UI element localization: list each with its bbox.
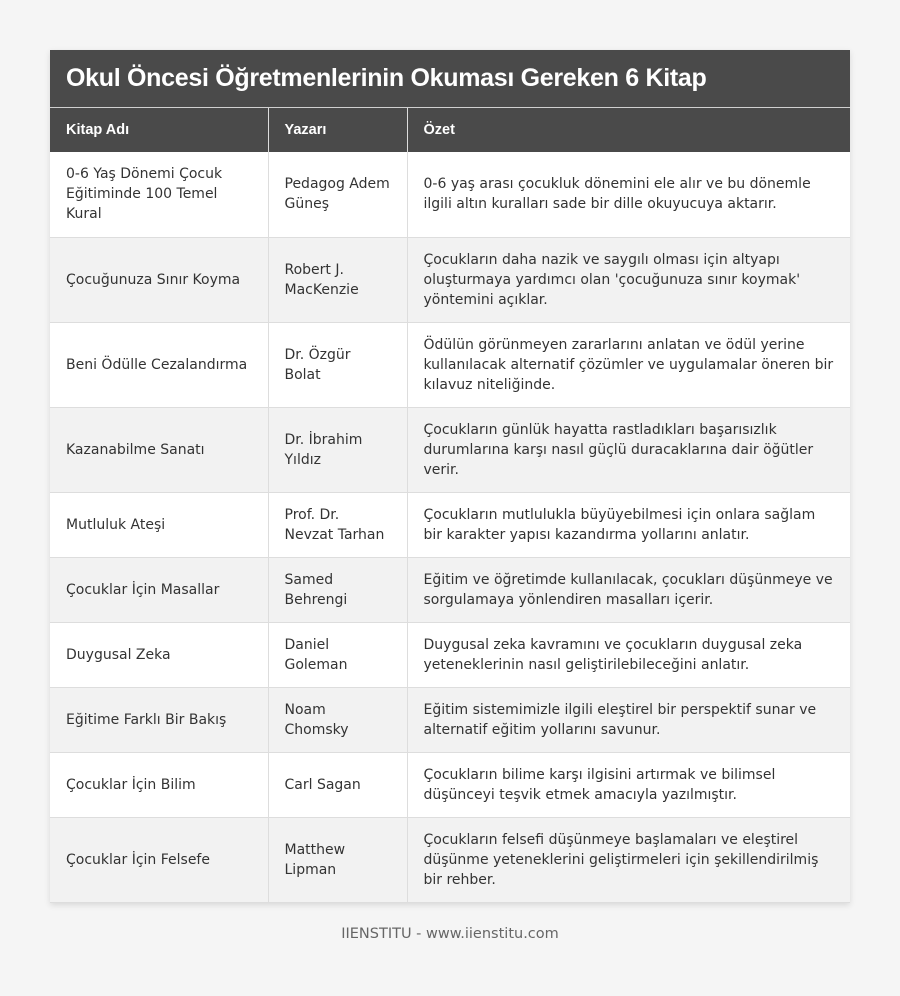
table-row [50,752,850,817]
book-title: Mutluluk Ateşi [50,492,268,557]
book-author: Dr. Özgür Bolat [268,322,407,407]
book-table-card [50,50,850,903]
book-summary: Eğitim ve öğretimde kullanılacak, çocukları düşünmeye ve sorgulamaya yönlendiren masalları içerir. [407,557,850,622]
book-author: Robert J. MacKenzie [268,237,407,322]
column-header-summary: Özet [407,108,850,152]
book-title: Eğitime Farklı Bir Bakış [50,687,268,752]
book-summary: Ödülün görünmeyen zararlarını anlatan ve ödül yerine kullanılacak alternatif çözümler ve uygulamalar öneren bir kılavuz niteliğinde. [407,322,850,407]
book-title: Çocuklar İçin Masallar [50,557,268,622]
book-author: Pedagog Adem Güneş [268,152,407,237]
book-summary: Çocukların felsefi düşünmeye başlamaları ve eleştirel düşünme yeteneklerini geliştirmeleri için şekillendirilmiş bir rehber. [407,817,850,902]
book-author: Prof. Dr. Nevzat Tarhan [268,492,407,557]
column-header-book: Kitap Adı [50,108,268,152]
book-title: Duygusal Zeka [50,622,268,687]
book-summary: Çocukların mutlulukla büyüyebilmesi için onlara sağlam bir karakter yapısı kazandırma yollarını anlatır. [407,492,850,557]
book-author: Noam Chomsky [268,687,407,752]
book-title: Kazanabilme Sanatı [50,407,268,492]
book-title: Beni Ödülle Cezalandırma [50,322,268,407]
book-title: Çocuklar İçin Felsefe [50,817,268,902]
column-header-author: Yazarı [268,108,407,152]
table-row [50,152,850,237]
book-table [50,108,850,903]
table-row [50,687,850,752]
book-title: Çocuğunuza Sınır Koyma [50,237,268,322]
table-header-row [50,108,850,152]
book-author: Matthew Lipman [268,817,407,902]
book-title: Çocuklar İçin Bilim [50,752,268,817]
book-author: Samed Behrengi [268,557,407,622]
table-row [50,817,850,902]
book-summary: Çocukların daha nazik ve saygılı olması için altyapı oluşturmaya yardımcı olan 'çocuğunuza sınır koymak' yöntemini açıklar. [407,237,850,322]
table-row [50,322,850,407]
book-author: Dr. İbrahim Yıldız [268,407,407,492]
book-summary: Çocukların bilime karşı ilgisini artırmak ve bilimsel düşünceyi teşvik etmek amacıyla yazılmıştır. [407,752,850,817]
book-summary: 0-6 yaş arası çocukluk dönemini ele alır ve bu dönemle ilgili altın kuralları sade bir dille okuyucuya aktarır. [407,152,850,237]
table-row [50,622,850,687]
book-author: Carl Sagan [268,752,407,817]
book-author: Daniel Goleman [268,622,407,687]
table-title: Okul Öncesi Öğretmenlerinin Okuması Gereken 6 Kitap [50,50,850,108]
table-row [50,557,850,622]
book-title: 0-6 Yaş Dönemi Çocuk Eğitiminde 100 Temel Kural [50,152,268,237]
table-row [50,237,850,322]
book-summary: Duygusal zeka kavramını ve çocukların duygusal zeka yeteneklerinin nasıl geliştirilebileceğini anlatır. [407,622,850,687]
book-summary: Eğitim sistemimizle ilgili eleştirel bir perspektif sunar ve alternatif eğitim yollarını savunur. [407,687,850,752]
footer-credit: IIENSTITU - www.iienstitu.com [341,926,559,942]
table-row [50,492,850,557]
book-summary: Çocukların günlük hayatta rastladıkları başarısızlık durumlarına karşı nasıl güçlü duracaklarına dair öğütler verir. [407,407,850,492]
table-row [50,407,850,492]
